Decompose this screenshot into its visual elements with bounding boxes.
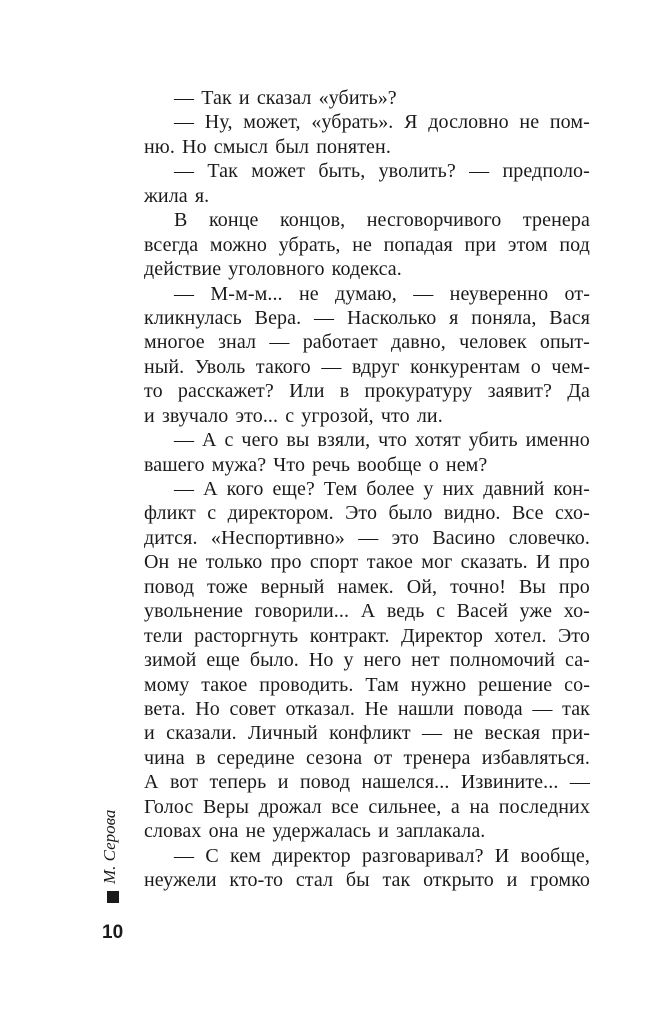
text-line [144,697,590,721]
word: Васей [456,600,509,623]
word: неужели [144,869,217,891]
text-line-content: и звучало это... с угрозой, что ли. [144,404,443,427]
word: — [358,526,379,549]
text-line [144,868,590,892]
word: — [532,697,553,720]
word: дрожал [258,795,322,818]
word: под [559,233,590,256]
word: Тем [323,478,358,500]
text-line-content: вашего мужа? Что речь вообще о нем? [144,453,488,476]
word: Это [345,502,378,525]
word: — [174,844,195,867]
word: сезона [306,746,363,769]
word: избавляться. [481,746,590,769]
word: директор [272,844,351,867]
word: Ой, [406,575,438,598]
word: точно! [450,575,507,598]
word: решение [478,673,553,696]
word: расторгнуть [194,624,299,647]
word: повод [144,575,195,598]
word: схо- [555,502,590,525]
word: И [536,551,551,574]
word: еще? [272,478,315,500]
word: все [331,795,359,818]
word: Ну, [204,111,233,134]
word: Директор [400,624,483,647]
word: хотел. [494,624,547,647]
word: контракт. [309,624,390,647]
word: Там [365,673,399,696]
word: убрать, [278,233,341,256]
word: веская [484,722,541,745]
word: увольнение [144,600,244,623]
word: мог [421,551,453,574]
word: хо- [563,600,590,623]
text-line [144,208,590,232]
text-line [144,404,590,428]
text-line [144,159,590,183]
word: Или [289,380,325,403]
word: А [203,478,218,500]
word: поняла, [471,306,537,329]
text-line [144,110,590,134]
word: сильнее, [368,795,442,818]
word: — [269,331,290,354]
word: вета. [144,697,186,720]
word: не [177,551,198,574]
word: Так [207,160,238,183]
text-line [144,770,590,794]
word: Голос [144,795,194,818]
word: зимой [144,649,197,672]
word: попадая [383,233,453,256]
text-line [144,844,590,868]
word: — [174,478,195,500]
text-line [144,184,590,208]
word: убить [468,429,518,452]
word: Извините... [460,771,559,794]
word: всегда [144,233,199,256]
word: с [224,429,234,452]
word: — [422,722,443,745]
text-line [144,673,590,697]
word: Насколько [346,306,437,329]
text-line [144,746,590,770]
text-line [144,355,590,379]
word: кон- [553,478,590,500]
word: сказать. [460,551,528,574]
word: человек [459,331,527,354]
word: последних [498,795,590,818]
word: с [436,600,446,623]
text-line-content: — Так и сказал «убить»? [174,87,397,109]
word: и [144,722,155,745]
word: — [314,306,335,329]
word: чем- [551,355,590,378]
word: громко [530,869,590,891]
word: давний [483,478,545,500]
word: вдруг [351,355,400,378]
word: взяли, [317,429,371,452]
word: при [464,233,497,256]
word: «Неспортивно» [210,526,345,549]
word: на [469,795,490,818]
word: чина [144,746,185,769]
text-line [144,501,590,525]
word: сказали. [166,722,237,745]
word: нашли [397,697,454,720]
word: и [277,771,289,794]
word: было. [249,649,299,672]
text-line [144,819,590,843]
word: И [494,844,510,867]
word: — [174,111,195,134]
word: проводить. [259,673,354,696]
word: быть, [318,160,366,183]
word: нужно [410,673,467,696]
word: Не [364,697,389,720]
word: со- [564,673,590,696]
word: Веры [202,795,250,818]
word: я [449,306,459,329]
word: них [442,478,475,500]
text-line-content: действие уголовного кодекса. [144,258,402,281]
text-line [144,282,590,306]
word: в [339,380,350,403]
text-line [144,86,590,110]
word: говорили... [254,600,350,623]
word: Но [308,649,334,672]
word: хотят [414,429,461,452]
word: более [366,478,415,500]
word: именно [525,429,590,452]
word: Васино [432,526,496,549]
word: Это [558,624,590,647]
word: мому [144,673,190,696]
word: спорт [309,551,359,574]
word: нашелся... [361,771,450,794]
word: А [360,600,376,623]
word: директором. [227,502,334,525]
word: Я [404,111,418,134]
word: кем [229,844,262,867]
text-line [144,795,590,819]
word: про [558,551,590,574]
word: разговаривал? [361,844,484,867]
word: знал [218,331,257,354]
word: «убрать». [311,111,394,134]
word: было [388,502,433,525]
word: предполо- [502,160,590,183]
word: Вера. [254,306,302,329]
word: давно, [391,331,446,354]
word: чего [241,429,279,452]
word: в [196,746,206,769]
text-line [144,575,590,599]
word: пом- [549,111,590,134]
word: у [423,478,434,500]
text-line-content: ню. Но смысл был понятен. [144,135,391,158]
word: открыто [423,869,494,891]
word: дится. [144,526,198,549]
text-line [144,379,590,403]
word: что [378,429,407,452]
word: нет [411,649,440,672]
word: верный [260,575,325,598]
word: — [321,355,342,378]
word: неуверенно [449,282,549,305]
word: повода [463,697,523,720]
word: кого [226,478,264,500]
word: такое [366,551,413,574]
word: са- [564,649,590,672]
text-line [144,257,590,281]
text-line-content: жила я. [144,184,210,207]
word: такого [255,355,311,378]
word: этом [507,233,548,256]
word: только [205,551,263,574]
word: Вася [549,306,590,329]
word: еще [206,649,240,672]
word: у [343,649,354,672]
word: словечко. [508,526,590,549]
word: такое [201,673,248,696]
word: — [174,160,195,183]
word: от- [564,282,590,305]
text-line [144,428,590,452]
text-line [144,526,590,550]
text-line [144,624,590,648]
word: так [562,697,590,720]
text-line [144,330,590,354]
word: Все [511,502,544,525]
word: с [207,502,217,525]
running-head-author: М. Серова [100,809,119,884]
word: не [298,282,319,305]
word: Уволь [194,355,246,378]
word: думаю, [335,282,397,305]
word: от [373,746,393,769]
word: Он [144,551,170,574]
word: прокуратуру [364,380,473,403]
word: то [144,380,163,403]
word: стал [295,869,334,891]
word: при- [551,722,590,745]
text-line [144,233,590,257]
word: конце [208,209,259,232]
word: концов, [279,209,346,232]
body-text [144,86,590,892]
word: о [530,355,541,378]
word: не [352,233,372,256]
word: тоже [207,575,248,598]
word: вот [169,771,199,794]
word: не [519,111,540,134]
word: намек. [337,575,394,598]
word: — [174,429,195,452]
word: бы [345,869,370,891]
word: Вы [518,575,546,598]
word: вы [286,429,310,452]
word: ный. [144,355,185,378]
word: тели [144,624,183,647]
word: про [558,575,590,598]
word: уволить? [378,160,456,183]
word: ведь [386,600,425,623]
word: а [450,795,460,818]
word: видно. [443,502,501,525]
word: А [202,429,217,452]
word: совет [229,697,276,720]
word: многое [144,331,205,354]
word: теперь [209,771,267,794]
word: кто-то [229,869,284,891]
word: вообще, [520,844,590,867]
word: середине [216,746,295,769]
text-line-content: словах она не удержалась и заплакала. [144,820,486,843]
word: Но [195,697,220,720]
word: может [251,160,306,183]
word: дословно [428,111,509,134]
word: фликт [144,502,196,525]
text-line [144,550,590,574]
square-marker-icon [107,891,119,903]
text-line [144,721,590,745]
word: — [174,282,195,305]
word: можно [209,233,268,256]
word: несговорчивого [366,209,502,232]
word: тренера [403,746,471,769]
page-number: 10 [102,922,124,943]
word: повод [300,771,351,794]
word: расскажет? [177,380,274,403]
word: полномочий [449,649,556,672]
word: не [453,722,474,745]
text-line [144,306,590,330]
word: это [391,526,419,549]
text-line [144,135,590,159]
word: Да [567,380,590,403]
word: заявит? [487,380,553,403]
text-line [144,477,590,501]
word: — [569,771,590,794]
text-line [144,453,590,477]
word: С [205,844,219,867]
word: про [270,551,302,574]
word: Личный [248,722,318,745]
word: кликнулась [144,306,242,329]
word: уже [519,600,553,623]
word: работает [302,331,378,354]
word: отказал. [285,697,355,720]
word: — [469,160,490,183]
word: так [382,869,411,891]
word: конкурентам [410,355,521,378]
word: — [413,282,434,305]
word: конфликт [329,722,411,745]
word: и [506,869,518,891]
word: А [144,771,159,794]
word: М-м-м... [210,282,283,305]
word: тренера [522,209,590,232]
word: опыт- [539,331,590,354]
word: может, [243,111,301,134]
word: В [174,209,188,232]
text-line [144,599,590,623]
text-line [144,648,590,672]
word: него [363,649,402,672]
